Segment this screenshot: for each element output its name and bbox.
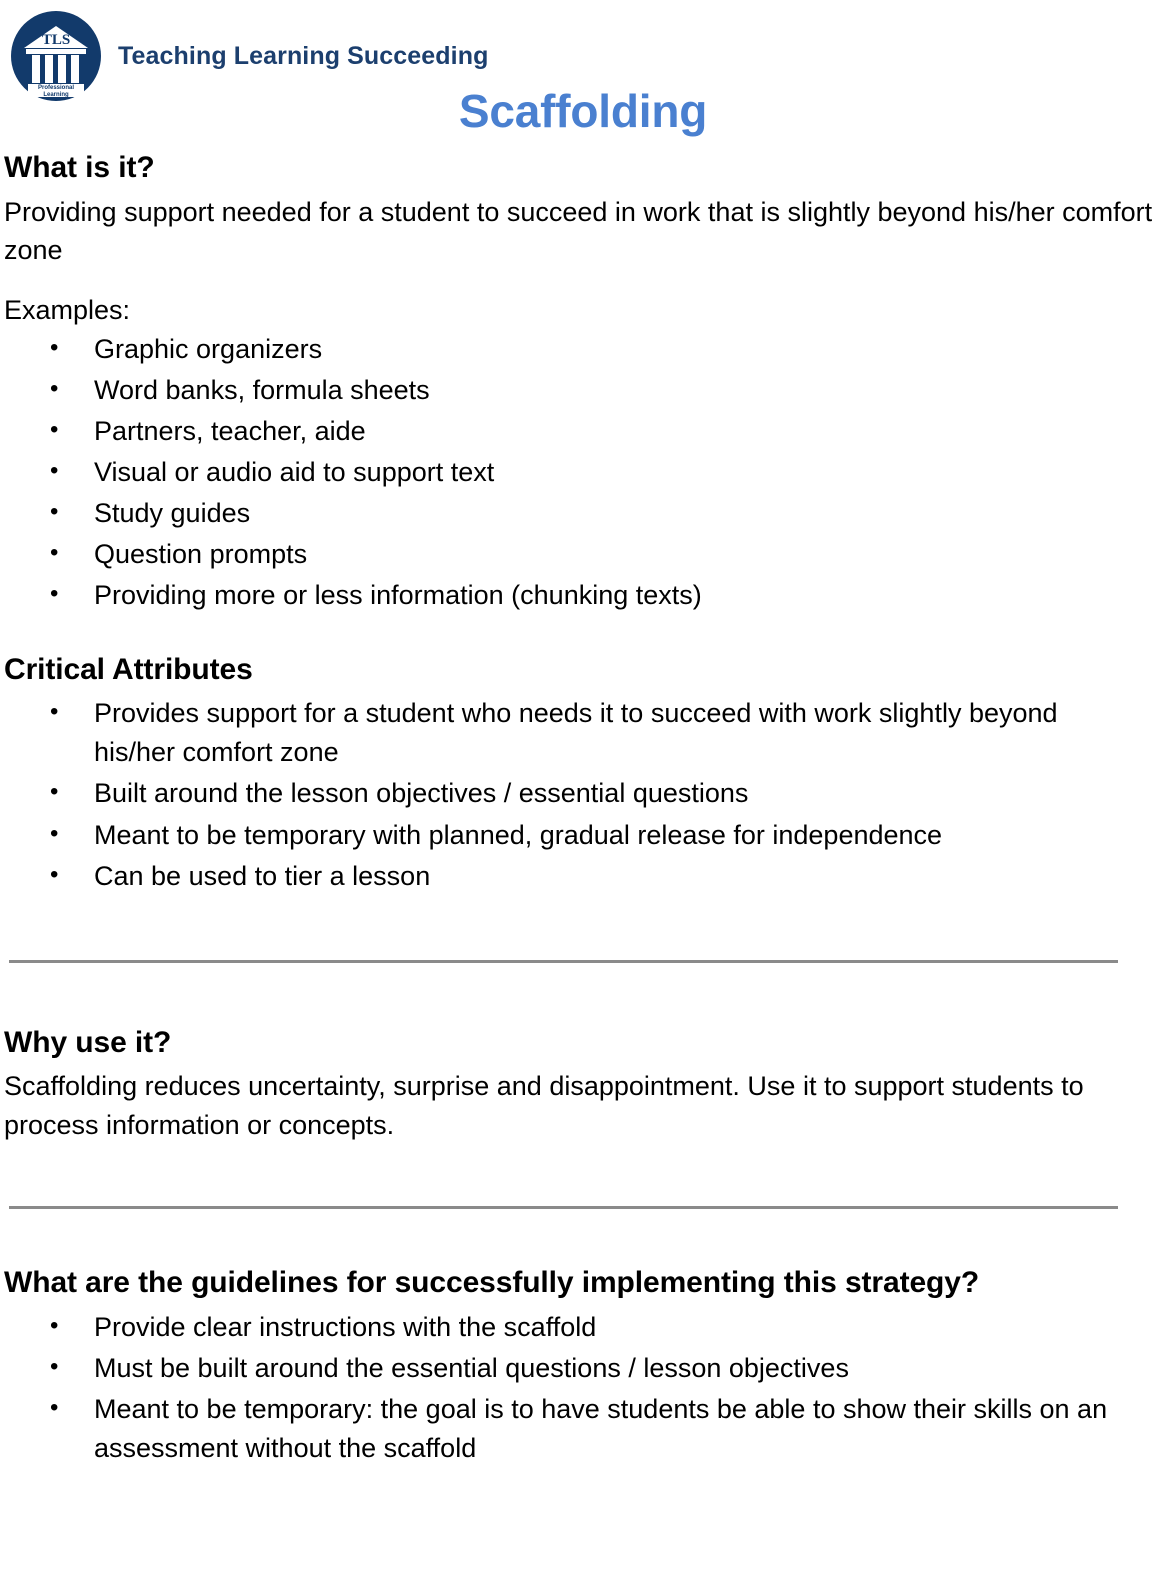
list-item: • Meant to be temporary with planned, gradual release for independence <box>4 816 1162 855</box>
list-item: • Must be built around the essential questions / lesson objectives <box>4 1349 1162 1388</box>
document-body <box>0 150 1166 1468</box>
section-critical-attributes <box>4 652 1162 896</box>
examples-label: Examples: <box>4 295 131 326</box>
spacer <box>4 1144 1162 1206</box>
svg-text:Learning: Learning <box>43 92 69 98</box>
section-guidelines <box>4 1265 1162 1468</box>
list-item: • Built around the lesson objectives / essential questions <box>4 774 1162 813</box>
heading-what-is-it: What is it? <box>4 151 155 184</box>
guidelines-list <box>4 1308 1162 1469</box>
list-item: • Providing more or less information (chunking texts) <box>4 576 1162 615</box>
svg-text:Professional: Professional <box>37 85 75 91</box>
list-item: • Provide clear instructions with the scaffold <box>4 1308 1162 1347</box>
list-item: • Graphic organizers <box>4 330 1162 369</box>
document-header <box>0 0 1166 150</box>
spacer <box>4 898 1162 960</box>
spacer <box>4 269 1162 291</box>
list-item: • Study guides <box>4 494 1162 533</box>
list-item: • Partners, teacher, aide <box>4 412 1162 451</box>
heading-why-use-it: Why use it? <box>4 1025 172 1059</box>
heading-guidelines: What are the guidelines for successfully implementing this strategy? <box>4 1266 980 1300</box>
spacer <box>4 963 1162 1025</box>
list-item: • Meant to be temporary: the goal is to have students be able to show their skills on an assessment without the scaffold <box>4 1390 1162 1468</box>
heading-critical-attributes: Critical Attributes <box>4 652 253 686</box>
paragraph-why-use-it: Scaffolding reduces uncertainty, surprise and disappointment. Use it to support students to process information or concepts. <box>4 1071 1084 1140</box>
section-what-is-it <box>4 150 1162 616</box>
paragraph-what-is-it: Providing support needed for a student to succeed in work that is slightly beyond his/her comfort zone <box>4 196 1153 265</box>
critical-attributes-list <box>4 694 1162 896</box>
list-item: • Word banks, formula sheets <box>4 371 1162 410</box>
spacer <box>4 1209 1162 1265</box>
examples-list <box>4 330 1162 616</box>
page-title: Scaffolding <box>458 85 708 137</box>
brand-name: Teaching Learning Succeeding <box>118 41 489 70</box>
list-item: • Provides support for a student who needs it to succeed with work slightly beyond his/her comfort zone <box>4 694 1162 772</box>
list-item: • Visual or audio aid to support text <box>4 453 1162 492</box>
section-why-use-it <box>4 1025 1162 1144</box>
list-item: • Question prompts <box>4 535 1162 574</box>
list-item: • Can be used to tier a lesson <box>4 857 1162 896</box>
spacer <box>4 618 1162 652</box>
svg-text:TLS: TLS <box>41 32 71 48</box>
